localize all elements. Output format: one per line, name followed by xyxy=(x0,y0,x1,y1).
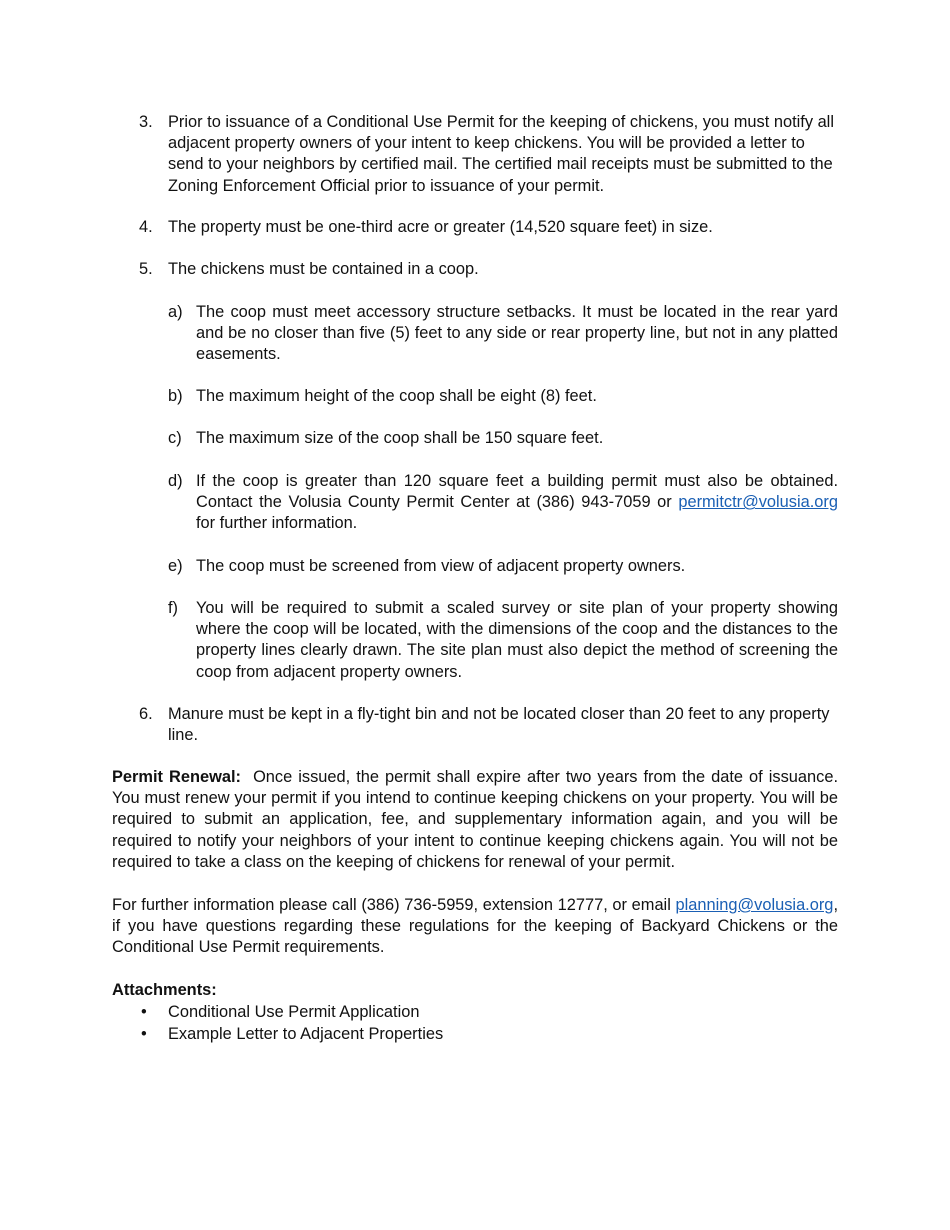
sub-item-text-part: If the coop is greater than 120 square feet a building permit must also be obtained. Contact the Volusia County Permit Center at (386) 943-7059 or xyxy=(196,472,838,512)
contact-text: , if you have questions regarding these regulations for the keeping of Backyard Chickens or the Conditional Use Permit requirements. xyxy=(112,896,838,957)
contact-text: For further information please call (386) 736-5959, extension 12777, or email xyxy=(112,896,671,914)
permit-center-email-link[interactable]: permitctr@volusia.org xyxy=(678,493,838,512)
permit-renewal-text: Once issued, the permit shall expire after two years from the date of issuance. You must renew your permit if you intend to continue keeping chickens on your property. You will be required to submit an application, fee, and supplementary information again, and you will be required to notify your neighbors of your intent to continue keeping chickens again. You will not be required to take a class on the keeping of chickens for renewal of your permit. xyxy=(112,768,838,871)
list-number: 6. xyxy=(139,705,153,723)
contact-paragraph xyxy=(112,895,838,959)
sub-item-text: The maximum height of the coop shall be eight (8) feet. xyxy=(196,387,597,405)
bullet-icon: • xyxy=(141,1025,147,1043)
attachment-item-label: Conditional Use Permit Application xyxy=(168,1003,420,1021)
attachment-item-label: Example Letter to Adjacent Properties xyxy=(168,1025,444,1043)
list-item-text: The chickens must be contained in a coop. xyxy=(168,260,479,278)
sub-item-letter: e) xyxy=(168,557,183,575)
sub-item-letter: a) xyxy=(168,303,183,321)
list-item-text: Manure must be kept in a fly-tight bin and not be located closer than 20 feet to any property line. xyxy=(168,705,830,745)
attachments-heading: Attachments: xyxy=(112,981,217,999)
permit-renewal-paragraph xyxy=(112,767,838,873)
list-item-text: The property must be one-third acre or greater (14,520 square feet) in size. xyxy=(168,218,713,236)
sub-item-text: The maximum size of the coop shall be 150 square feet. xyxy=(196,429,604,447)
bullet-icon: • xyxy=(141,1003,147,1021)
sub-item-text: The coop must be screened from view of adjacent property owners. xyxy=(196,557,686,575)
planning-email-link[interactable]: planning@volusia.org xyxy=(675,896,834,914)
sub-item-letter: d) xyxy=(168,472,183,490)
permit-renewal-heading: Permit Renewal: xyxy=(112,768,241,786)
list-number: 3. xyxy=(139,113,153,131)
sub-item-text-part: for further information. xyxy=(196,514,358,533)
sub-item-letter: c) xyxy=(168,429,182,447)
sub-item-letter: b) xyxy=(168,387,183,405)
list-number: 4. xyxy=(139,218,153,236)
sub-item-text: The coop must meet accessory structure setbacks. It must be located in the rear yard and be no closer than five (5) feet to any side or rear property line, but not in any platted easements. xyxy=(196,303,838,364)
list-number: 5. xyxy=(139,260,153,278)
list-item-text: Prior to issuance of a Conditional Use Permit for the keeping of chickens, you must notify all adjacent property owners of your intent to keep chickens. You will be provided a letter to send to your neighbors by certified mail. The certified mail receipts must be submitted to the Zoning Enforcement Official prior to issuance of your permit. xyxy=(168,113,834,195)
sub-item-text xyxy=(196,471,838,535)
sub-item-letter: f) xyxy=(168,599,179,617)
sub-item-text: You will be required to submit a scaled survey or site plan of your property showing where the coop will be located, with the dimensions of the coop and the distances to the property lines clearly drawn. The site plan must also depict the method of screening the coop from adjacent property owners. xyxy=(196,599,838,681)
